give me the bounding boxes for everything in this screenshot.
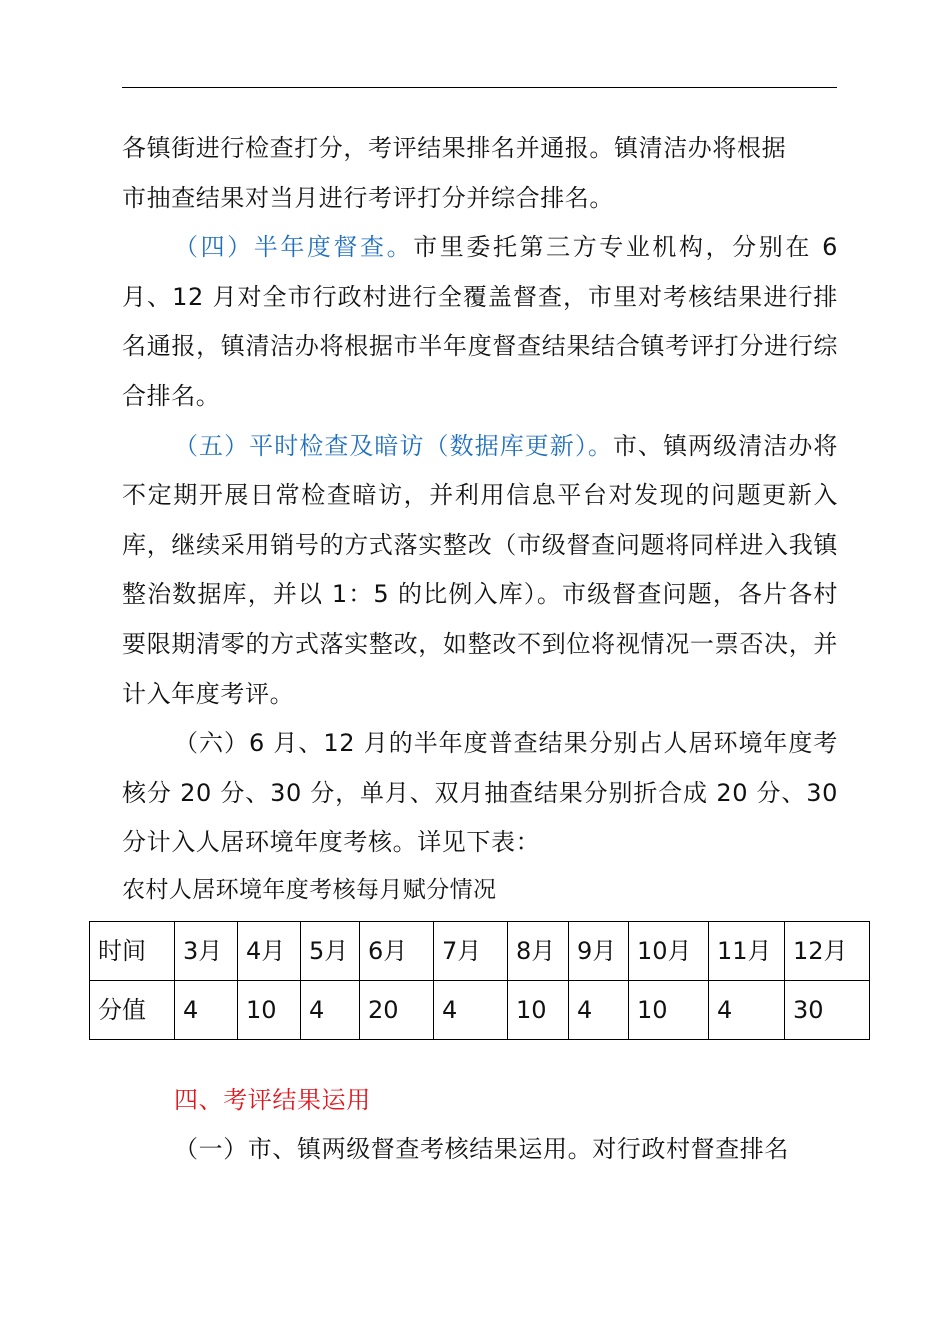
table-cell-score: 4: [175, 981, 238, 1040]
paragraph-line: 各镇街进行检查打分，考评结果排名并通报。镇清洁办将根据: [122, 134, 787, 162]
table-row-scores: [90, 981, 870, 1040]
table-header-score: 分值: [90, 981, 175, 1040]
table-cell-score: 30: [785, 981, 870, 1040]
document-body: [122, 124, 838, 912]
table-row-months: [90, 922, 870, 981]
paragraph-body: 市里委托第三方专业机构，分别在 6 月、12 月对全市行政村进行全覆盖督查，市里对考核结果进行排名通报，镇清洁办将根据市半年度督查结果结合镇考评打分进行综合排名。: [122, 233, 838, 410]
paragraph-scoring-rules: （六）6 月、12 月的半年度普查结果分别占人居环境年度考核分 20 分、30 分，单月、双月抽查结果分别折合成 20 分、30 分计入人居环境年度考核。详见下表：: [122, 729, 838, 857]
table-cell-month: 9月: [569, 922, 629, 981]
paragraph-routine-inspection: [122, 422, 838, 720]
table-cell-month: 4月: [238, 922, 301, 981]
table-cell-score: 10: [629, 981, 709, 1040]
table-title: 农村人居环境年度考核每月赋分情况: [122, 876, 497, 903]
table-cell-score: 10: [508, 981, 569, 1040]
table-cell-month: 8月: [508, 922, 569, 981]
table-cell-score: 10: [238, 981, 301, 1040]
table-header-time: 时间: [90, 922, 175, 981]
section-heading-results-usage: 四、考评结果运用: [174, 1086, 371, 1114]
table-cell-month: 3月: [175, 922, 238, 981]
table-cell-month: 11月: [709, 922, 785, 981]
table-cell-score: 20: [360, 981, 434, 1040]
table-cell-score: 4: [301, 981, 360, 1040]
heading-routine-inspection: （五）平时检查及暗访（数据库更新）。: [174, 431, 613, 460]
paragraph-line: 市抽查结果对当月进行考评打分并综合排名。: [122, 183, 614, 212]
table-cell-score: 4: [434, 981, 508, 1040]
heading-half-year-inspection: （四）半年度督查。: [174, 233, 414, 262]
table-cell-month: 7月: [434, 922, 508, 981]
table-cell-month: 10月: [629, 922, 709, 981]
table-cell-month: 6月: [360, 922, 434, 981]
table-cell-score: 4: [709, 981, 785, 1040]
table-cell-score: 4: [569, 981, 629, 1040]
table-cell-month: 12月: [785, 922, 870, 981]
paragraph-half-year-inspection: [122, 223, 838, 421]
paragraph-body: 市、镇两级清洁办将不定期开展日常检查暗访，并利用信息平台对发现的问题更新入库，继续采用销号的方式落实整改（市级督查问题将同样进入我镇整治数据库，并以 1：5 的比例入库）。市级督查问题，各片各村要限期清零的方式落实整改，如整改不到位将视情况一票否决，并计入年度考评。: [122, 431, 838, 708]
header-rule: [122, 87, 837, 88]
paragraph-continuation: [122, 124, 838, 223]
table-cell-month: 5月: [301, 922, 360, 981]
monthly-score-table: [89, 921, 870, 1040]
paragraph-results-usage: （一）市、镇两级督查考核结果运用。对行政村督查排名: [174, 1135, 789, 1163]
